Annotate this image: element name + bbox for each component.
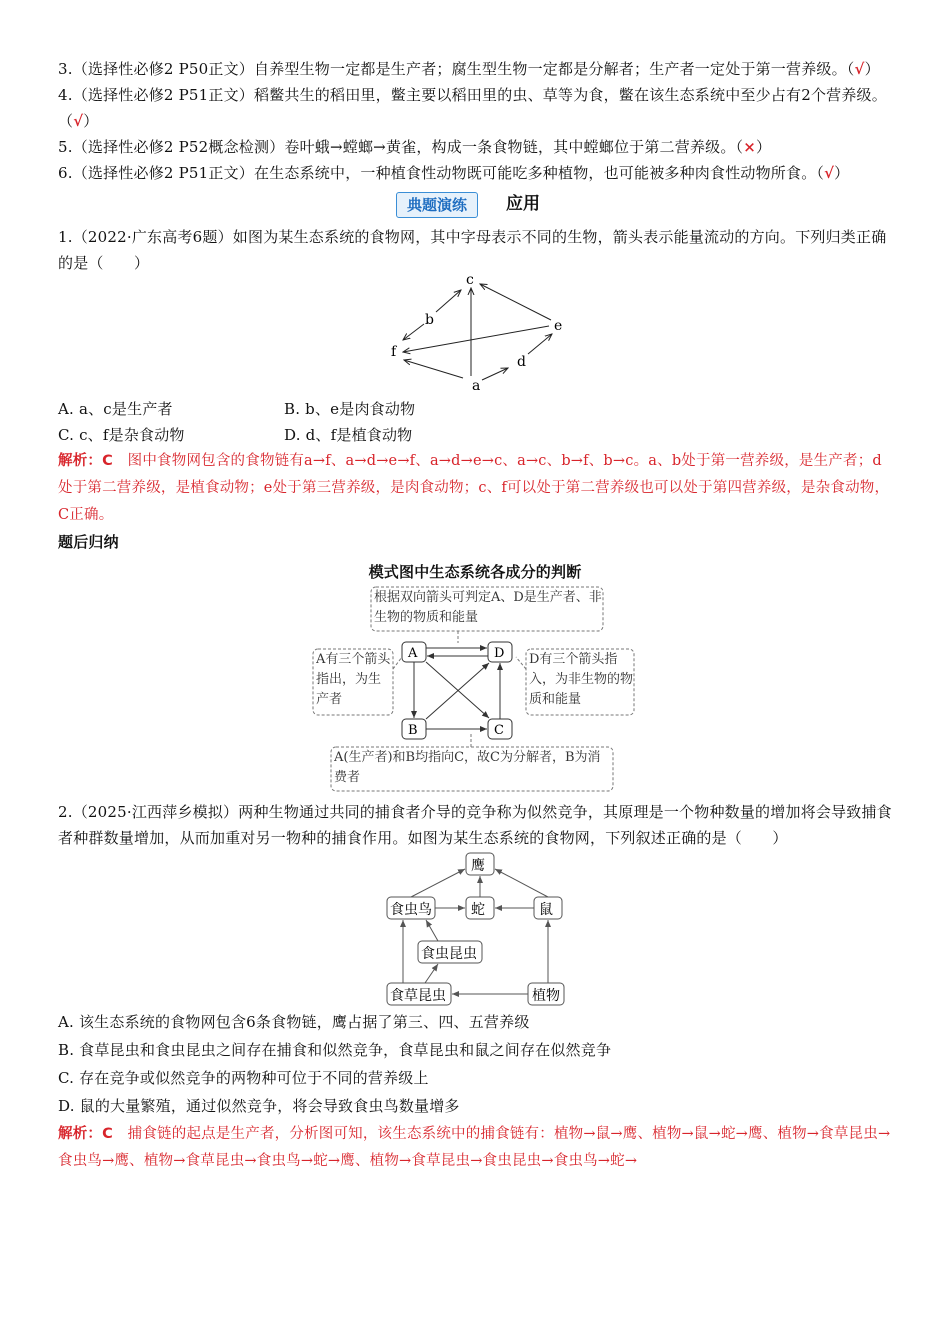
node-a: a (472, 378, 481, 394)
left-note: A有三个箭头指出，为生产者 (316, 652, 391, 707)
top-note: 根据双向箭头可判定A、D是生产者、非生物的物质和能量 (374, 590, 602, 625)
question-1-options-row-1 (58, 396, 892, 422)
question-1-options-row-2 (58, 422, 892, 448)
question-1-answer (58, 448, 892, 529)
node-D: D (494, 646, 505, 661)
edge-d-e (528, 334, 552, 354)
section-banner (58, 188, 892, 222)
question-2-stem: 2.（2025·江西萍乡模拟）两种生物通过共同的捕食者介导的竞争称为似然竞争，其原理是一个物种数量的增加将会导致捕食者种群数量增加，从而加重对另一物种的捕食作用。如图为某生态系统的食物网，下列叙述正确的是（ ） (58, 803, 892, 847)
edge-e-f (403, 326, 549, 352)
edge-e-c (480, 284, 551, 320)
question-2-answer (58, 1121, 892, 1175)
node-plant: 植物 (532, 988, 560, 1004)
food-web-figure-1 (58, 276, 892, 396)
diagram-title: 模式图中生态系统各成分的判断 (368, 563, 582, 581)
node-rat: 鼠 (539, 902, 553, 918)
option-c[interactable]: C. c、f是杂食动物 (58, 426, 185, 444)
check-mark: √ (73, 112, 84, 130)
question-2-option-c[interactable]: C. 存在竞争或似然竞争的两物种可位于不同的营养级上 (58, 1069, 429, 1087)
page (58, 56, 892, 1175)
node-d: d (517, 354, 526, 370)
node-insectivorous-insect: 食虫昆虫 (421, 946, 477, 962)
food-web-1-svg (58, 276, 892, 396)
edge-a-d (482, 368, 508, 380)
banner-box: 典题演练 (396, 192, 478, 218)
judgment-6: 6.（选择性必修2 P51正文）在生态系统中，一种植食性动物既可能吃多种植物，也可能被多种肉食性动物所食。（√） (58, 164, 850, 182)
bottom-note: A(生产者)和B均指向C，故C为分解者，B为消费者 (334, 750, 601, 785)
judgment-3: 3.（选择性必修2 P50正文）自养型生物一定都是生产者；腐生型生物一定都是分解者；生产者一定处于第一营养级。（√） (58, 60, 880, 78)
question-2-option-d[interactable]: D. 鼠的大量繁殖，通过似然竞争，将会导致食虫鸟数量增多 (58, 1097, 460, 1115)
node-B: B (408, 723, 418, 738)
node-c: c (466, 276, 474, 288)
edge-b-f (403, 324, 424, 340)
question-1-stem: 1.（2022·广东高考6题）如图为某生态系统的食物网，其中字母表示不同的生物，箭头表示能量流动的方向。下列归类正确的是（ ） (58, 228, 887, 272)
edge-b-c (436, 290, 461, 312)
node-hawk: 鹰 (471, 858, 485, 874)
option-d[interactable]: D. d、f是植食动物 (284, 426, 413, 444)
food-web-2-svg (58, 851, 892, 1007)
option-a[interactable]: A. a、c是生产者 (58, 400, 173, 418)
cross-mark: × (743, 138, 757, 156)
option-b[interactable]: B. b、e是肉食动物 (284, 400, 416, 418)
answer-label: 解析：C (58, 1126, 113, 1142)
judgment-4: 4.（选择性必修2 P51正文）稻鳖共生的稻田里，鳖主要以稻田里的虫、草等为食，鳖在该生态系统中至少占有2个营养级。（√） (58, 86, 887, 130)
node-C: C (494, 723, 504, 738)
answer-text: 捕食链的起点是生产者，分析图可知，该生态系统中的捕食链有：植物→鼠→鹰、植物→鼠→蛇→鹰、植物→食草昆虫→食虫鸟→鹰、植物→食草昆虫→食虫鸟→蛇→鹰、植物→食草昆虫→食虫昆虫→食虫鸟→蛇→ (58, 1126, 891, 1169)
right-note: D有三个箭头指入，为非生物的物质和能量 (529, 652, 633, 707)
node-insectivorous-bird: 食虫鸟 (390, 902, 432, 918)
components-svg (58, 585, 892, 793)
check-mark: √ (824, 164, 835, 182)
node-snake: 蛇 (471, 902, 485, 918)
question-2-option-b[interactable]: B. 食草昆虫和食虫昆虫之间存在捕食和似然竞争，食草昆虫和鼠之间存在似然竞争 (58, 1041, 612, 1059)
node-e: e (554, 318, 563, 334)
question-2-option-a[interactable]: A. 该生态系统的食物网包含6条食物链，鹰占据了第三、四、五营养级 (58, 1013, 530, 1031)
banner-tail: 应用 (506, 194, 540, 214)
node-f: f (391, 344, 397, 360)
node-A: A (408, 646, 418, 661)
answer-text: 图中食物网包含的食物链有a→f、a→d→e→f、a→d→e→c、a→c、b→f、b→c。a、b处于第一营养级，是生产者；d处于第二营养级，是植食动物；e处于第三营养级，是肉食动物；c、f可以处于第二营养级也可以处于第四营养级，是杂食动物，C正确。 (58, 453, 890, 523)
judgment-5: 5.（选择性必修2 P52概念检测）卷叶蛾→螳螂→黄雀，构成一条食物链，其中螳螂位于第二营养级。（×） (58, 138, 772, 156)
node-herbivorous-insect: 食草昆虫 (390, 988, 446, 1004)
answer-label: 解析：C (58, 453, 113, 469)
node-b: b (425, 312, 434, 328)
ecosystem-components-diagram (58, 585, 892, 793)
summary-heading: 题后归纳 (58, 533, 119, 551)
check-mark: √ (854, 60, 865, 78)
edge-a-f (404, 360, 463, 378)
food-web-figure-2 (58, 851, 892, 1007)
